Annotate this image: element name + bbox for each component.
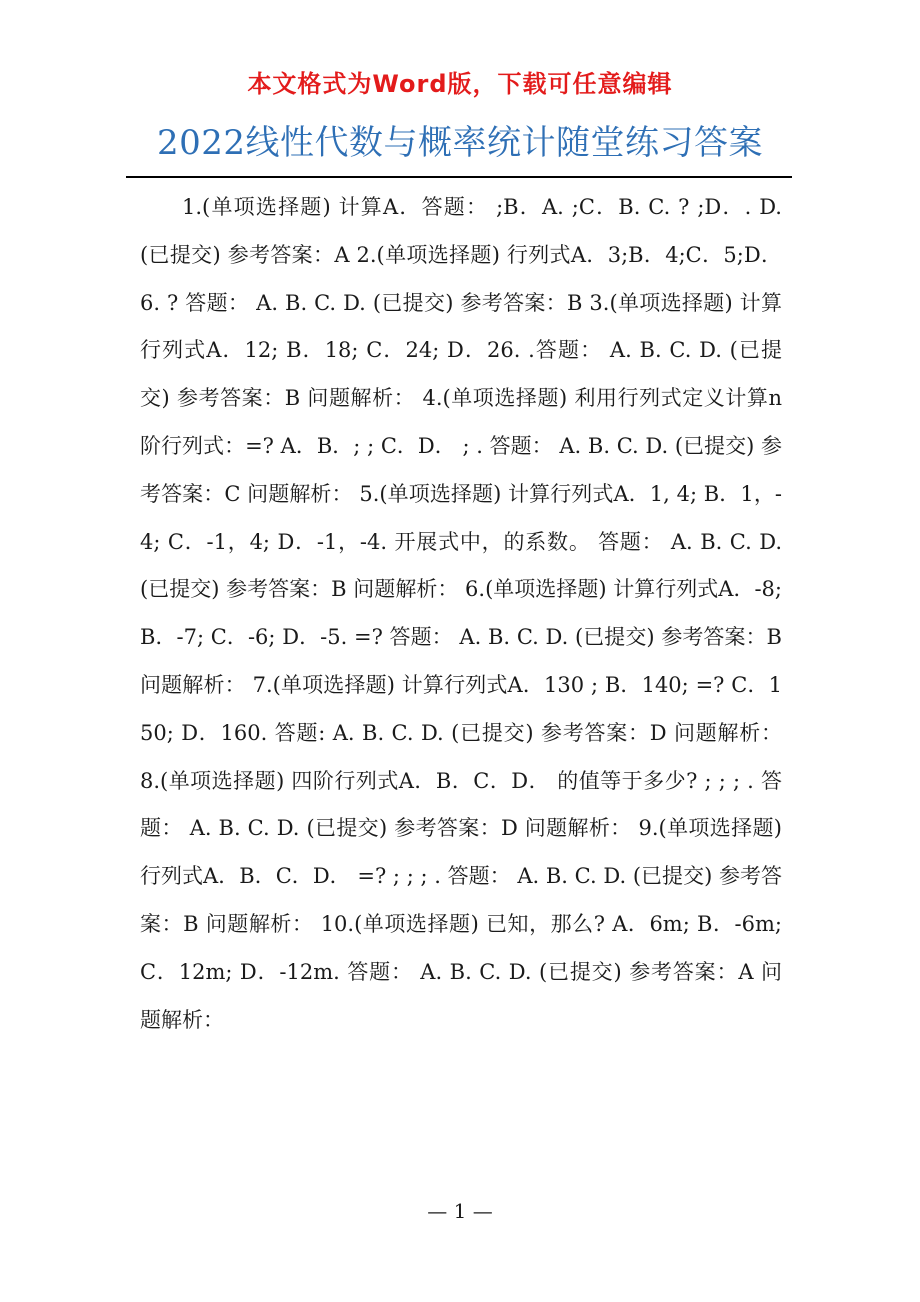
document-body-paragraph: 1.(单项选择题) 计算A．答题： ;B．A. ;C．B. C. ? ;D．. D. (已提交) 参考答案：A 2.(单项选择题) 行列式A．3;B．4;C．5;D．6. ? 答题： A. B. C. D. (已提交) 参考答案：B 3.(单项选择题) 计算行列式A．12; B．18; C．24; D．26. .答题： A. B. C. D. (已提交) 参考答案：B 问题解析： 4.(单项选择题) 利用行列式定义计算n阶行列式：=? A．B．; ; C．D． ; . 答题： A. B. C. D. (已提交) 参考答案：C 问题解析： 5.(单项选择题) 计算行列式A．1, 4; B．1，-4; C．-1，4; D．-1，-4. 开展式中，的系数。 答题： A. B. C. D. (已提交) 参考答案：B 问题解析： 6.(单项选择题) 计算行列式A．-8; B．-7; C．-6; D．-5. =? 答题： A. B. C. D. (已提交) 参考答案：B 问题解析： 7.(单项选择题) 计算行列式A．130 ; B．140; =? C．150; D．160. 答题: A. B. C. D. (已提交) 参考答案：D 问题解析： 8.(单项选择题) 四阶行列式A．B．C．D． 的值等于多少? ; ; ; . 答题： A. B. C. D. (已提交) 参考答案：D 问题解析： 9.(单项选择题) 行列式A．B．C．D． =? ; ; ; . 答题： A. B. C. D. (已提交) 参考答案：B 问题解析： 10.(单项选择题) 已知，那么? A．6m; B．-6m; C．12m; D．-12m. 答题： A. B. C. D. (已提交) 参考答案：A 问题解析： (140, 195, 782, 1032)
word-format-banner: 本文格式为Word版，下载可任意编辑 (247, 70, 673, 98)
title-divider (126, 176, 792, 178)
page-number: — 1 — (427, 1199, 493, 1223)
document-title: 2022线性代数与概率统计随堂练习答案 (156, 123, 764, 163)
